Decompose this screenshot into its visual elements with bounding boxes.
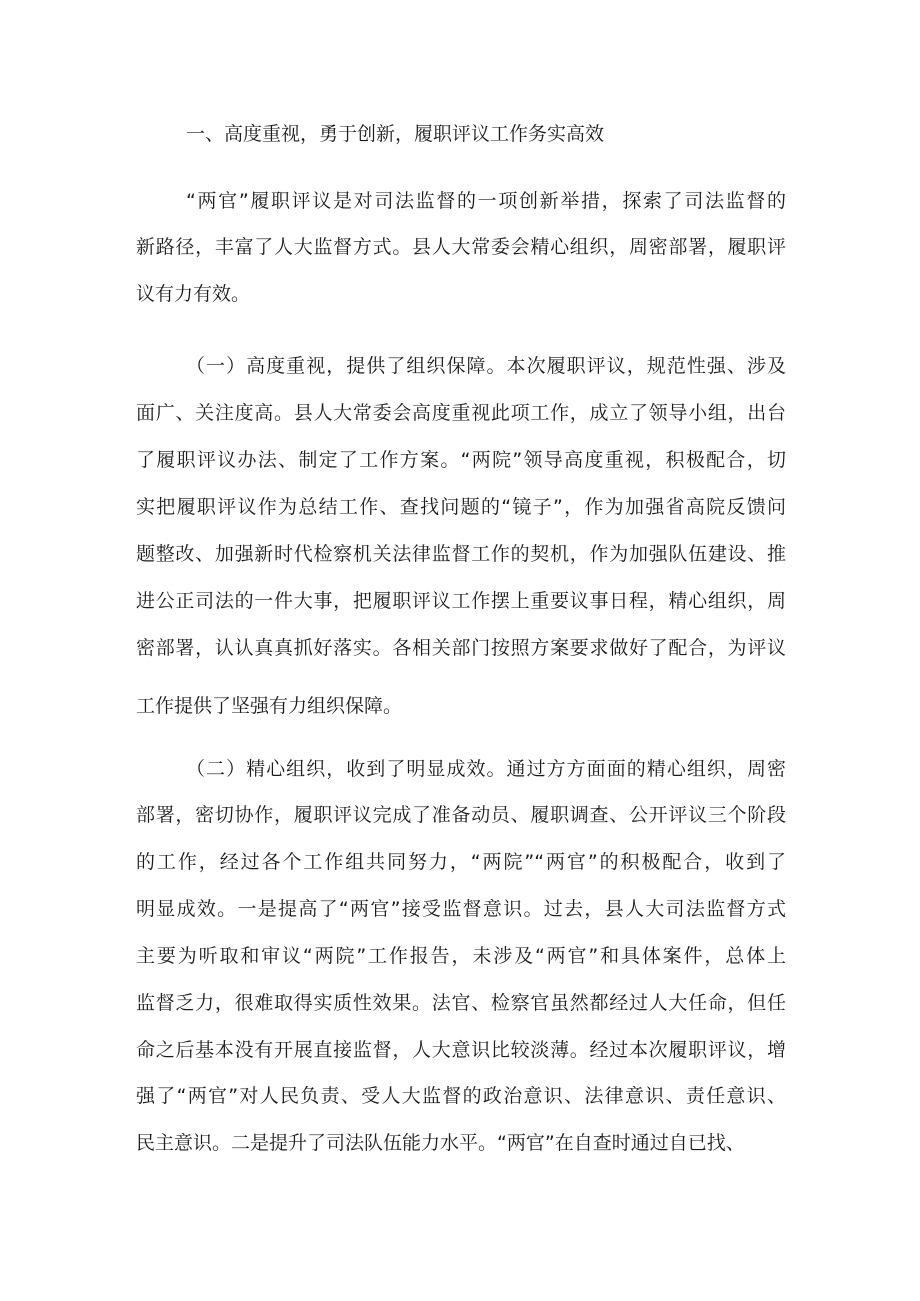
paragraph-2-line: （一）高度重视，提供了组织保障。本次履职评议，规范性强、涉及 — [186, 355, 786, 377]
paragraph-2-line: 了履职评议办法、制定了工作方案。“两院”领导高度重视，积极配合，切 — [136, 449, 786, 471]
paragraph-2-line: 密部署，认认真真抓好落实。各相关部门按照方案要求做好了配合，为评议 — [136, 637, 786, 659]
paragraph-3-line: 部署，密切协作，履职评议完成了准备动员、履职调查、公开评议三个阶段 — [136, 804, 786, 826]
paragraph-1-line: 新路径，丰富了人大监督方式。县人大常委会精心组织，周密部署，履职评 — [136, 236, 786, 258]
paragraph-3-line: 明显成效。一是提高了“两官”接受监督意识。过去，县人大司法监督方式 — [136, 898, 786, 920]
paragraph-3-line: 民主意识。二是提升了司法队伍能力水平。“两官”在自查时通过自已找、 — [136, 1132, 745, 1154]
paragraph-3-line: 命之后基本没有开展直接监督，人大意识比较淡薄。经过本次履职评议，增 — [136, 1039, 786, 1061]
paragraph-3-line: 监督乏力，很难取得实质性效果。法官、检察官虽然都经过人大任命，但任 — [136, 992, 786, 1014]
paragraph-2-line: 工作提供了坚强有力组织保障。 — [136, 695, 403, 717]
paragraph-3-line: 的工作，经过各个工作组共同努力，“两院”“两官”的积极配合，收到了 — [136, 851, 786, 873]
section-heading: 一、高度重视，勇于创新，履职评议工作务实高效 — [186, 123, 605, 145]
paragraph-2-line: 面广、关注度高。县人大常委会高度重视此项工作，成立了领导小组，出台 — [136, 402, 786, 424]
paragraph-3-line: 强了“两官”对人民负责、受人大监督的政治意识、法律意识、责任意识、 — [136, 1085, 786, 1107]
paragraph-2-line: 题整改、加强新时代检察机关法律监督工作的契机，作为加强队伍建设、推 — [136, 543, 786, 565]
paragraph-1-line: “两官”履职评议是对司法监督的一项创新举措，探索了司法监督的 — [186, 190, 786, 212]
paragraph-3-line: 主要为听取和审议“两院”工作报告，未涉及“两官”和具体案件，总体上 — [136, 945, 786, 967]
paragraph-3-line: （二）精心组织，收到了明显成效。通过方方面面的精心组织，周密 — [186, 758, 786, 780]
paragraph-2-line: 实把履职评议作为总结工作、查找问题的“镜子”，作为加强省高院反馈问 — [136, 496, 786, 518]
paragraph-2-line: 进公正司法的一件大事，把履职评议工作摆上重要议事日程，精心组织，周 — [136, 590, 786, 612]
paragraph-1-line: 议有力有效。 — [136, 283, 251, 305]
